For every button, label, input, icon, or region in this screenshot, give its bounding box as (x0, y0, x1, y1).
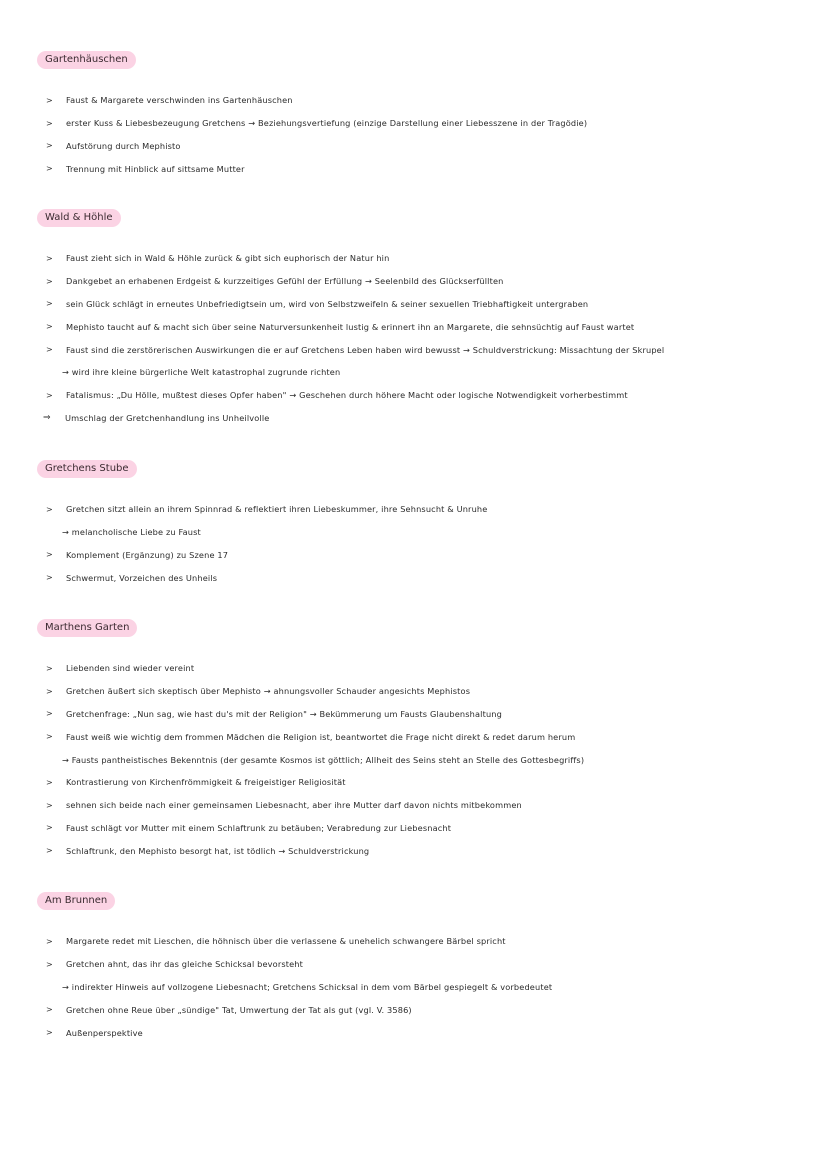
bullet-arrow-icon: > (46, 95, 53, 105)
list-item: > Komplement (Ergänzung) zu Szene 17 (46, 549, 229, 560)
section-heading: Marthens Garten (37, 619, 137, 637)
bullet-arrow-icon: > (46, 550, 53, 560)
list-item-conclusion: ⇒ Umschlag der Gretchenhandlung ins Unheilvolle (43, 412, 270, 423)
implies-arrow-icon: ⇒ (43, 412, 51, 423)
list-item: > Schlaftrunk, den Mephisto besorgt hat, ist tödlich → Schuldverstrickung (46, 845, 370, 856)
list-item: > Gretchenfrage: „Nun sag, wie hast du's mit der Religion" → Bekümmerung um Fausts Glaubenshaltung (46, 708, 502, 719)
list-item: > Kontrastierung von Kirchenfrömmigkeit & freigeistiger Religiosität (46, 777, 346, 788)
list-item-subpoint: → indirekter Hinweis auf vollzogene Liebesnacht; Gretchens Schicksal in dem vom Bärbel gespiegelt & vorbedeutet (62, 981, 553, 992)
list-item: > Aufstörung durch Mephisto (46, 140, 181, 151)
list-item: > Faust & Margarete verschwinden ins Gartenhäuschen (46, 95, 293, 106)
section-heading: Am Brunnen (37, 892, 115, 910)
bullet-arrow-icon: > (46, 959, 53, 969)
list-item: > Faust sind die zerstörerischen Auswirkungen die er auf Gretchens Leben haben wird bewusst → Schuldverstrickung: Missachtung der Skrupel (46, 344, 665, 355)
list-item: > sehnen sich beide nach einer gemeinsamen Liebesnacht, aber ihre Mutter darf davon nichts mitbekommen (46, 800, 522, 811)
bullet-arrow-icon: > (46, 276, 53, 286)
bullet-arrow-icon: > (46, 345, 53, 355)
bullet-arrow-icon: > (46, 141, 53, 151)
list-item: > Gretchen sitzt allein an ihrem Spinnrad & reflektiert ihren Liebeskummer, ihre Sehnsucht & Unruhe (46, 504, 488, 515)
bullet-list (0, 247, 828, 429)
list-item: > Faust zieht sich in Wald & Höhle zurück & gibt sich euphorisch der Natur hin (46, 253, 390, 264)
list-item: > Faust weiß wie wichtig dem frommen Mädchen die Religion ist, beantwortet die Frage nicht direkt & redet darum herum (46, 731, 576, 742)
bullet-arrow-icon: > (46, 390, 53, 400)
bullet-arrow-icon: > (46, 732, 53, 742)
bullet-arrow-icon: > (46, 322, 53, 332)
bullet-arrow-icon: > (46, 846, 53, 856)
bullet-arrow-icon: > (46, 1005, 53, 1015)
list-item: > Mephisto taucht auf & macht sich über seine Naturversunkenheit lustig & erinnert ihn an Margarete, die sehnsüchtig auf Faust wartet (46, 321, 635, 332)
list-item-subpoint: → Fausts pantheistisches Bekenntnis (der gesamte Kosmos ist göttlich; Allheit des Seins steht an Stelle des Gottesbegriffs) (62, 754, 585, 765)
list-item: > Margarete redet mit Lieschen, die höhnisch über die verlassene & unehelich schwangere Bärbel spricht (46, 936, 506, 947)
list-item: > Gretchen äußert sich skeptisch über Mephisto → ahnungsvoller Schauder angesichts Mephistos (46, 686, 471, 697)
list-item-subpoint: → melancholische Liebe zu Faust (62, 527, 201, 538)
bullet-arrow-icon: > (46, 936, 53, 946)
list-item: > Schwermut, Vorzeichen des Unheils (46, 572, 218, 583)
bullet-arrow-icon: > (46, 686, 53, 696)
list-item: > Gretchen ahnt, das ihr das gleiche Schicksal bevorsteht (46, 959, 304, 970)
list-item: > Gretchen ohne Reue über „sündige" Tat, Umwertung der Tat als gut (vgl. V. 3586) (46, 1004, 412, 1015)
list-item-subpoint: → wird ihre kleine bürgerliche Welt katastrophal zugrunde richten (62, 367, 341, 378)
bullet-list (0, 89, 828, 180)
bullet-arrow-icon: > (46, 709, 53, 719)
list-item: > Außenperspektive (46, 1027, 143, 1038)
bullet-arrow-icon: > (46, 777, 53, 787)
bullet-arrow-icon: > (46, 663, 53, 673)
bullet-arrow-icon: > (46, 1028, 53, 1038)
section-heading: Gartenhäuschen (37, 51, 136, 69)
bullet-arrow-icon: > (46, 823, 53, 833)
section-heading: Wald & Höhle (37, 209, 121, 227)
list-item: > erster Kuss & Liebesbezeugung Gretchens → Beziehungsvertiefung (einzige Darstellung einer Liebesszene in der Tragödie) (46, 118, 588, 129)
list-item: > Dankgebet an erhabenen Erdgeist & kurzzeitiges Gefühl der Erfüllung → Seelenbild des Glückserfüllten (46, 276, 504, 287)
list-item: > Faust schlägt vor Mutter mit einem Schlaftrunk zu betäuben; Verabredung zur Liebesnacht (46, 822, 452, 833)
bullet-arrow-icon: > (46, 118, 53, 128)
bullet-list (0, 930, 828, 1044)
list-item: > Fatalismus: „Du Hölle, mußtest dieses Opfer haben" → Geschehen durch höhere Macht oder logische Notwendigkeit vorherbestimmt (46, 390, 628, 401)
bullet-arrow-icon: > (46, 573, 53, 583)
bullet-list (0, 498, 828, 589)
bullet-list (0, 657, 828, 862)
bullet-arrow-icon: > (46, 800, 53, 810)
bullet-arrow-icon: > (46, 164, 53, 174)
list-item: > Liebenden sind wieder vereint (46, 663, 195, 674)
list-item: > Trennung mit Hinblick auf sittsame Mutter (46, 163, 245, 174)
list-item: > sein Glück schlägt in erneutes Unbefriedigtsein um, wird von Selbstzweifeln & seiner sexuellen Triebhaftigkeit untergraben (46, 298, 589, 309)
bullet-arrow-icon: > (46, 299, 53, 309)
section-heading: Gretchens Stube (37, 460, 137, 478)
bullet-arrow-icon: > (46, 253, 53, 263)
bullet-arrow-icon: > (46, 504, 53, 514)
